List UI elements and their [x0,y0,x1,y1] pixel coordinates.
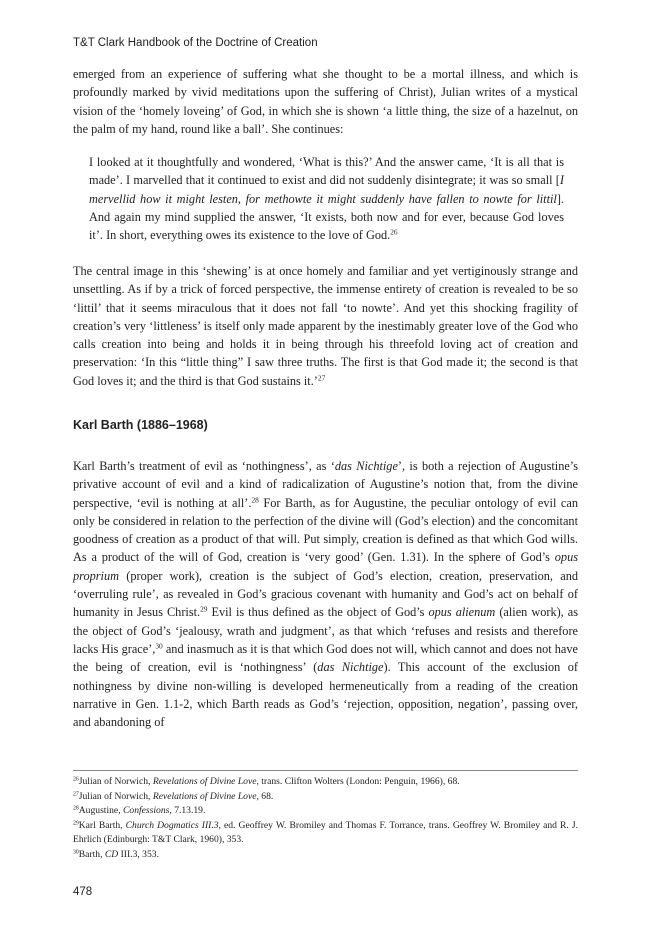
quote-text-2: ]. And again my mind supplied the answer, ‘It exists, both now and for ever, because God loves it’. In short, everything owes its existence to the love of God. [89,191,564,243]
body-paragraph-2 [73,262,578,390]
paragraph-3-italic: opus alienum [428,605,496,620]
paragraph-3-italic: opus proprium [73,550,578,583]
footnote-30 [73,848,578,863]
footnote-number: 27 [73,791,79,798]
footnote-text: , ed. Geoffrey W. Bromiley and Thomas F. Torrance, trans. Geoffrey W. Bromiley and R. J. Ehrlich (Edinburgh: T&T Clark, 1960), 353. [73,819,579,846]
paragraph-3-text: Karl Barth’s treatment of evil as ‘nothingness’, as ‘ [73,459,335,473]
footnote-italic: Church Dogmatics III.3 [125,819,219,831]
footnote-29 [73,819,578,848]
paragraph-2-text: The central image in this ‘shewing’ is at once homely and familiar and yet vertiginously strange and unsettling. As if by a trick of forced perspective, the immense entirety of creation is revealed to be so ‘littil’ that it seems miraculous that it does not fall ‘to nowte’. And yet this shocking fragility of creation’s very ‘littleness’ is itself only made apparent by the inestimably greater love of the God who calls creation into being and holds it in being through his threefold loving act of creation and preservation: ‘In this “little thing” I saw three truths. The first is that God made it; the second is that God loves it; and the third is that God sustains it.’ [73,264,578,388]
footnote-ref-26[interactable]: 26 [390,227,398,237]
footnote-italic: Revelations of Divine Love [152,790,257,802]
paragraph-3-text: For Barth, as for Augustine, the peculiar ontology of evil can only be considered in relation to the perfection of the divine will (God’s election) and the concomitant goodness of creation as a product of that will. Put simply, creation is defined as that which God wills. As a product of the will of God, creation is ‘very good’ (Gen. 1.31). In the sphere of God’s [73,495,578,565]
footnote-italic: CD [104,848,119,860]
footnote-number: 30 [73,849,79,856]
footnote-ref-30[interactable]: 30 [155,641,163,651]
paragraph-3-italic: das Nichtige [334,459,398,473]
footnote-number: 28 [73,805,79,812]
footnote-26 [73,775,578,790]
paragraph-3-text: ’, is both a rejection of Augustine’s privative account of evil and a kind of radicalization of Augustine’s notion that, from the divine perspective, ‘evil is nothing at all’. [73,459,578,510]
paragraph-3-italic: das Nichtige [317,660,384,675]
paragraph-3-text: (alien work), as the object of God’s ‘jealousy, wrath and judgment’, as that which ‘refuses and resists and therefore lacks His grace’, [73,605,578,656]
footnote-text: Augustine, [78,805,123,817]
section-heading: Karl Barth (1886–1968) [73,418,208,432]
footnote-text: Julian of Norwich, [78,790,153,802]
footnote-text: , 68. [256,790,274,802]
paragraph-3-text: ). This account of the exclusion of nothingness by divine non-willing is developed hermeneutically from a reading of the creation narrative in Gen. 1.1-2, which Barth reads as God’s ‘rejection, opposition, negation’, passing over, and abandoning of [73,660,578,730]
footnote-italic: Confessions [123,805,170,817]
footnote-text: Julian of Norwich, [78,776,153,787]
quote-text-1: I looked at it thoughtfully and wondered, ‘What is this?’ And the answer came, ‘It is all that is made’. I marvelled that it continued to exist and did not suddenly disintegrate; it was so small [ [89,155,564,188]
footnote-28 [73,804,578,819]
footnote-ref-29[interactable]: 29 [200,604,208,614]
footnote-text: Barth, [78,848,105,860]
paragraph-3-text: and inasmuch as it is that which God does not will, which cannot and does not have the being of creation, evil is ‘nothingness’ ( [73,641,578,675]
footnote-ref-28[interactable]: 28 [251,495,259,505]
block-quote [89,153,564,244]
running-head: T&T Clark Handbook of the Doctrine of Creation [73,37,318,49]
footnote-italic: Revelations of Divine Love [152,776,257,787]
footnote-text: , trans. Clifton Wolters (London: Penguin, 1966), 68. [256,776,460,787]
footnotes [73,775,578,863]
footnote-number: 26 [73,776,79,783]
footnote-text: Karl Barth, [78,819,126,831]
body-paragraph-1: emerged from an experience of suffering what she thought to be a mortal illness, and which is profoundly marked by vivid meditations upon the suffering of Christ), Julian writes of a mystical vision of the ‘homely loveing’ of God, in which she is shown ‘a little thing, the size of a hazelnut, on the palm of my hand, round like a ball’. She continues: [73,67,578,136]
paragraph-3-text: Evil is thus defined as the object of God’s [207,605,429,620]
footnote-ref-27[interactable]: 27 [317,373,326,383]
footnote-text: , 7.13.19. [169,805,206,817]
footnote-text: III.3, 353. [118,848,159,860]
footnote-divider [73,770,578,771]
paragraph-3-text: (proper work), creation is the subject of God’s election, creation, preservation, and ‘overruling rule’, as revealed in God’s gracious covenant with humanity and God’s act on behalf of humanity in Jesus Christ. [73,568,578,620]
quote-italic-middle-english: I mervellid how it might lesten, for methowte it might suddenly have fallen to nowte for littil [89,173,564,206]
footnote-27 [73,790,578,805]
body-paragraph-3 [73,457,578,731]
footnote-number: 29 [73,820,79,827]
page-number: 478 [73,886,93,898]
